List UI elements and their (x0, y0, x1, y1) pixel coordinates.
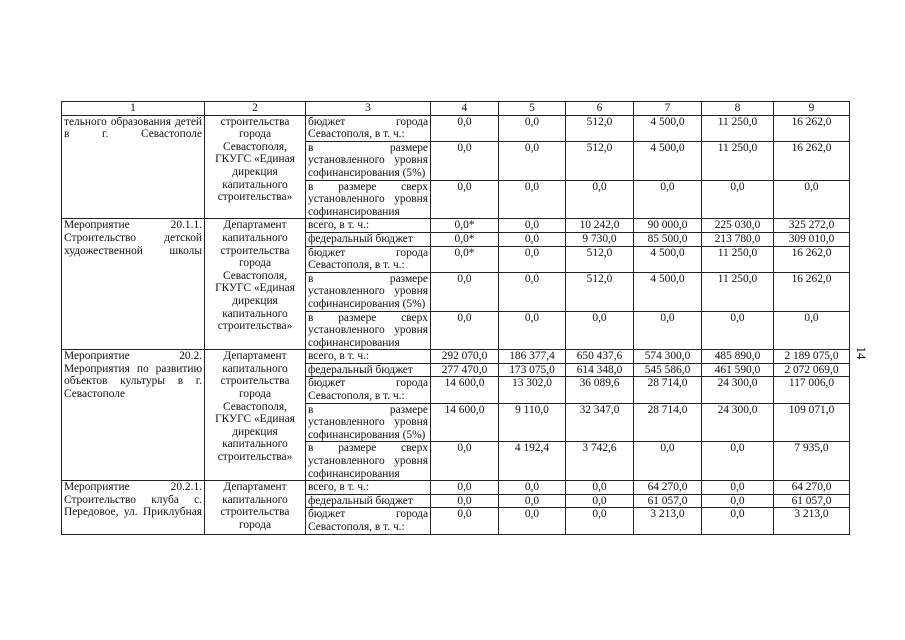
value-cell: 16 262,0 (774, 115, 850, 141)
header-cell: 7 (634, 102, 702, 116)
value-cell: 461 590,0 (702, 363, 774, 377)
executor-text: капитального строительства» (217, 307, 293, 333)
value-cell: 512,0 (566, 141, 634, 180)
header-cell: 4 (431, 102, 499, 116)
value-cell: 16 262,0 (774, 272, 850, 311)
value-cell: 0,0 (499, 180, 566, 219)
value-cell: 32 347,0 (566, 403, 634, 442)
value-cell: 0,0 (774, 180, 850, 219)
funding-source-cell: федеральный бюджет (306, 363, 431, 377)
value-cell: 0,0 (702, 508, 774, 534)
value-cell: 292 070,0 (431, 350, 499, 364)
executor-cell (205, 350, 306, 481)
value-cell: 4 500,0 (634, 272, 702, 311)
funding-source-cell: в размере установленного уровня софинансирования (5%) (306, 403, 431, 442)
value-cell: 11 250,0 (702, 246, 774, 272)
value-cell: 16 262,0 (774, 141, 850, 180)
value-cell: 0,0 (566, 481, 634, 495)
executor-text: Департамент капитального строительства города (220, 219, 290, 270)
value-cell: 614 348,0 (566, 363, 634, 377)
table-row (62, 481, 850, 495)
value-cell: 24 300,0 (702, 377, 774, 403)
executor-text: Департамент капитального строительства города (220, 481, 290, 531)
value-cell: 90 000,0 (634, 219, 702, 233)
value-cell: 3 742,6 (566, 442, 634, 481)
value-cell: 0,0 (634, 180, 702, 219)
value-cell: 0,0 (499, 494, 566, 508)
value-cell: 64 270,0 (634, 481, 702, 495)
executor-text: строительства города (220, 115, 290, 141)
value-cell: 512,0 (566, 272, 634, 311)
value-cell: 61 057,0 (634, 494, 702, 508)
funding-source-cell: в размере сверх установленного уровня софинансирования (306, 180, 431, 219)
value-cell: 309 010,0 (774, 232, 850, 246)
value-cell: 0,0 (431, 115, 499, 141)
table-row (62, 219, 850, 233)
executor-cell (205, 219, 306, 350)
executor-text: капитального строительства» (217, 438, 293, 464)
funding-source-cell: всего, в т. ч.: (306, 481, 431, 495)
value-cell: 0,0 (431, 180, 499, 219)
value-cell: 0,0 (499, 311, 566, 350)
value-cell: 512,0 (566, 115, 634, 141)
value-cell: 0,0 (499, 272, 566, 311)
value-cell: 14 600,0 (431, 403, 499, 442)
value-cell: 13 302,0 (499, 377, 566, 403)
executor-cell (205, 115, 306, 219)
funding-source-cell: всего, в т. ч.: (306, 219, 431, 233)
funding-source-cell: бюджет города Севастополя, в т. ч.: (306, 508, 431, 534)
value-cell: 173 075,0 (499, 363, 566, 377)
executor-text: капитального строительства» (217, 178, 293, 204)
value-cell: 28 714,0 (634, 377, 702, 403)
funding-source-cell: федеральный бюджет (306, 494, 431, 508)
executor-text: Севастополя, ГКУГС «Единая дирекция (215, 400, 295, 438)
executor-cell (205, 481, 306, 534)
value-cell: 0,0 (431, 442, 499, 481)
value-cell: 0,0 (566, 508, 634, 534)
value-cell: 0,0 (566, 494, 634, 508)
measure-name-cell: Мероприятие 20.2.1. Строительство клуба с. Передовое, ул. Приклубная (62, 481, 205, 534)
value-cell: 0,0* (431, 232, 499, 246)
value-cell: 3 213,0 (634, 508, 702, 534)
value-cell: 61 057,0 (774, 494, 850, 508)
value-cell: 14 600,0 (431, 377, 499, 403)
measure-name-cell: Мероприятие 20.2. Мероприятия по развитию объектов культуры в г. Севастополе (62, 350, 205, 481)
value-cell: 0,0 (702, 442, 774, 481)
value-cell: 0,0 (499, 219, 566, 233)
funding-source-cell: в размере сверх установленного уровня софинансирования (306, 442, 431, 481)
executor-text: Севастополя, ГКУГС «Единая дирекция (215, 269, 295, 307)
value-cell: 0,0 (566, 311, 634, 350)
value-cell: 0,0 (566, 180, 634, 219)
table-row (62, 350, 850, 364)
funding-source-cell: бюджет города Севастополя, в т. ч.: (306, 377, 431, 403)
value-cell: 0,0 (702, 494, 774, 508)
value-cell: 11 250,0 (702, 141, 774, 180)
value-cell: 24 300,0 (702, 403, 774, 442)
value-cell: 186 377,4 (499, 350, 566, 364)
value-cell: 0,0 (499, 141, 566, 180)
value-cell: 0,0 (702, 481, 774, 495)
value-cell: 0,0 (431, 494, 499, 508)
value-cell: 85 500,0 (634, 232, 702, 246)
header-cell: 5 (499, 102, 566, 116)
value-cell: 0,0* (431, 246, 499, 272)
value-cell: 0,0 (499, 232, 566, 246)
value-cell: 9 730,0 (566, 232, 634, 246)
value-cell: 512,0 (566, 246, 634, 272)
executor-text: Департамент капитального строительства города (220, 350, 290, 401)
value-cell: 4 500,0 (634, 141, 702, 180)
funding-source-cell: бюджет города Севастополя, в т. ч.: (306, 115, 431, 141)
value-cell: 64 270,0 (774, 481, 850, 495)
value-cell: 9 110,0 (499, 403, 566, 442)
value-cell: 0,0 (634, 442, 702, 481)
value-cell: 11 250,0 (702, 115, 774, 141)
header-cell: 2 (205, 102, 306, 116)
value-cell: 0,0* (431, 219, 499, 233)
value-cell: 28 714,0 (634, 403, 702, 442)
value-cell: 277 470,0 (431, 363, 499, 377)
measure-name-cell: Мероприятие 20.1.1. Строительство детской художественной школы (62, 219, 205, 350)
value-cell: 485 890,0 (702, 350, 774, 364)
value-cell: 650 437,6 (566, 350, 634, 364)
funding-source-cell: в размере установленного уровня софинансирования (5%) (306, 141, 431, 180)
value-cell: 4 500,0 (634, 115, 702, 141)
value-cell: 4 192,4 (499, 442, 566, 481)
value-cell: 0,0 (499, 481, 566, 495)
value-cell: 0,0 (499, 115, 566, 141)
table-row (62, 115, 850, 141)
header-cell: 6 (566, 102, 634, 116)
value-cell: 0,0 (431, 272, 499, 311)
value-cell: 2 189 075,0 (774, 350, 850, 364)
value-cell: 0,0 (431, 141, 499, 180)
funding-source-cell: в размере сверх установленного уровня софинансирования (306, 311, 431, 350)
value-cell: 0,0 (702, 311, 774, 350)
value-cell: 0,0 (702, 180, 774, 219)
funding-source-cell: в размере установленного уровня софинансирования (5%) (306, 272, 431, 311)
value-cell: 109 071,0 (774, 403, 850, 442)
value-cell: 0,0 (499, 508, 566, 534)
value-cell: 4 500,0 (634, 246, 702, 272)
value-cell: 11 250,0 (702, 272, 774, 311)
value-cell: 225 030,0 (702, 219, 774, 233)
value-cell: 0,0 (634, 311, 702, 350)
value-cell: 0,0 (499, 246, 566, 272)
funding-source-cell: федеральный бюджет (306, 232, 431, 246)
value-cell: 0,0 (431, 481, 499, 495)
value-cell: 0,0 (774, 311, 850, 350)
value-cell: 325 272,0 (774, 219, 850, 233)
value-cell: 0,0 (431, 508, 499, 534)
value-cell: 574 300,0 (634, 350, 702, 364)
page-number: 14 (854, 346, 869, 360)
value-cell: 10 242,0 (566, 219, 634, 233)
value-cell: 545 586,0 (634, 363, 702, 377)
value-cell: 36 089,6 (566, 377, 634, 403)
executor-text: Севастополя, ГКУГС «Единая дирекция (215, 140, 295, 178)
header-cell: 3 (306, 102, 431, 116)
value-cell: 117 006,0 (774, 377, 850, 403)
financing-table (61, 101, 850, 535)
value-cell: 7 935,0 (774, 442, 850, 481)
header-row (62, 102, 850, 116)
header-cell: 8 (702, 102, 774, 116)
value-cell: 2 072 069,0 (774, 363, 850, 377)
header-cell: 1 (62, 102, 205, 116)
funding-source-cell: всего, в т. ч.: (306, 350, 431, 364)
value-cell: 213 780,0 (702, 232, 774, 246)
funding-source-cell: бюджет города Севастополя, в т. ч.: (306, 246, 431, 272)
value-cell: 16 262,0 (774, 246, 850, 272)
measure-name-cell: тельного образования детей в г. Севастополе (62, 115, 205, 219)
value-cell: 3 213,0 (774, 508, 850, 534)
header-cell: 9 (774, 102, 850, 116)
value-cell: 0,0 (431, 311, 499, 350)
